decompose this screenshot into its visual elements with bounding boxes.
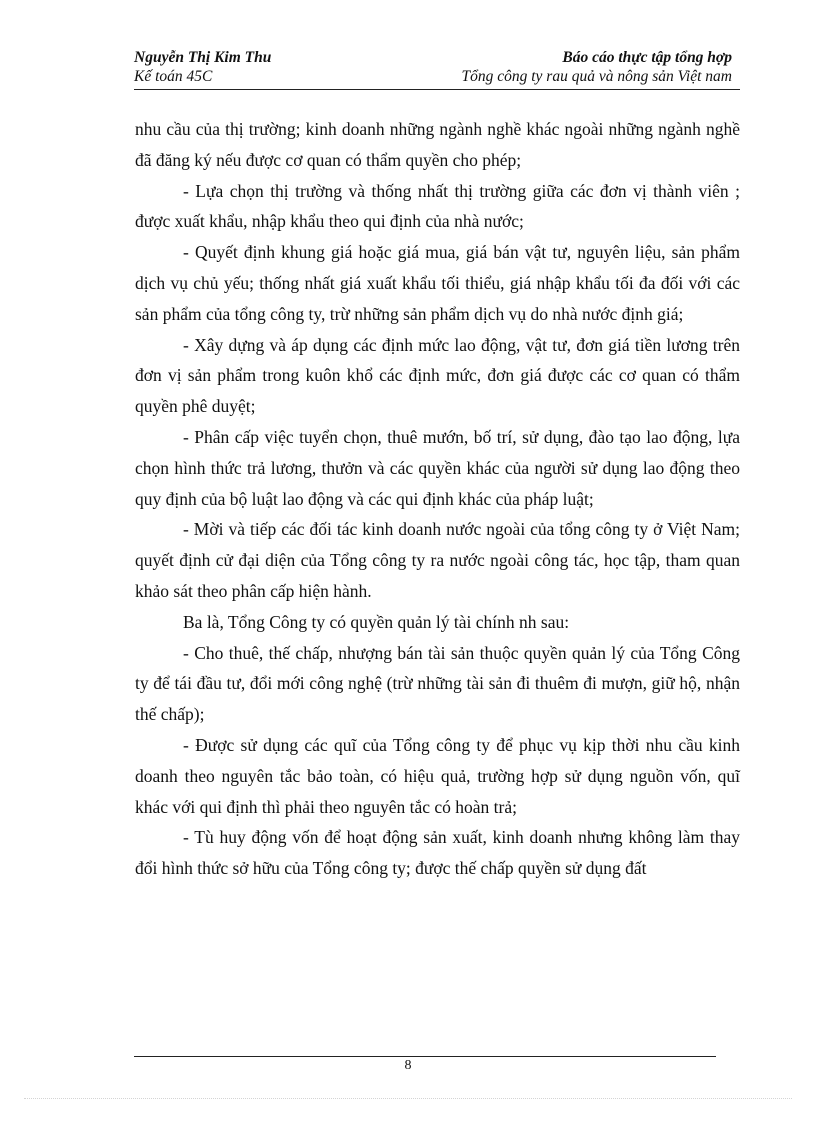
document-body <box>135 114 740 884</box>
company-name: Tổng công ty rau quả và nông sản Việt nam <box>461 68 732 85</box>
header-row-bottom <box>134 67 740 86</box>
page-header <box>134 48 740 86</box>
paragraph: - Cho thuê, thế chấp, nhượng bán tài sản thuộc quyền quản lý của Tổng Công ty để tái đầu tư, đổi mới công nghệ (trừ những tài sản đi thuêm đi mượn, giữ hộ, nhận thế chấp); <box>135 642 740 725</box>
paragraph: - Được sử dụng các quĩ của Tổng công ty để phục vụ kịp thời nhu cầu kinh doanh theo nguyên tắc bảo toàn, có hiệu quả, trường hợp sử dụng nguồn vốn, quĩ khác với qui định thì phải theo nguyên tắc có hoàn trả; <box>135 734 740 817</box>
report-title: Báo cáo thực tập tổng hợp <box>562 49 732 66</box>
page-edge-divider <box>24 1098 792 1099</box>
paragraph: Ba là, Tổng Công ty có quyền quản lý tài chính nh sau: <box>183 611 570 632</box>
paragraph: - Quyết định khung giá hoặc giá mua, giá bán vật tư, nguyên liệu, sản phẩm dịch vụ chủ yếu; thống nhất giá xuất khẩu tối thiểu, giá nhập khẩu tối đa đối với các sản phẩm của tổng công ty, trừ những sản phẩm dịch vụ do nhà nước định giá; <box>135 242 740 324</box>
paragraph: - Xây dựng và áp dụng các định mức lao động, vật tư, đơn giá tiền lương trên đơn vị sản phẩm trong kuôn khổ các định mức, đơn giá được các cơ quan có thẩm quyền phê duyệt; <box>135 334 740 417</box>
paragraph: - Phân cấp việc tuyển chọn, thuê mướn, bố trí, sử dụng, đào tạo lao động, lựa chọn hình thức trả lương, thưởn và các quyền khác của người sử dụng lao động theo quy định của bộ luật lao động và các qui định khác của pháp luật; <box>135 426 740 509</box>
footer-divider <box>134 1056 716 1057</box>
author-name: Nguyễn Thị Kim Thu <box>134 49 272 66</box>
paragraph: - Mời và tiếp các đối tác kinh doanh nước ngoài của tổng công ty ở Việt Nam; quyết định cử đại diện của Tổng công ty ra nước ngoài công tác, học tập, tham quan khảo sát theo phân cấp hiện hành. <box>135 519 740 601</box>
header-row-top <box>134 48 740 67</box>
page-number: 8 <box>404 1058 412 1073</box>
paragraph: nhu cầu của thị trường; kinh doanh những ngành nghề khác ngoài những ngành nghề đã đăng ký nếu được cơ quan có thẩm quyền cho phép; <box>135 119 740 170</box>
paragraph: - Tù huy động vốn để hoạt động sản xuất, kinh doanh nhưng không làm thay đổi hình thức sở hữu của Tổng công ty; được thế chấp quyền sử dụng đất <box>135 827 740 879</box>
author-class: Kế toán 45C <box>134 68 213 85</box>
header-divider <box>134 89 740 90</box>
paragraph: - Lựa chọn thị trường và thống nhất thị trường giữa các đơn vị thành viên ; được xuất khẩu, nhập khẩu theo qui định của nhà nước; <box>135 180 740 232</box>
